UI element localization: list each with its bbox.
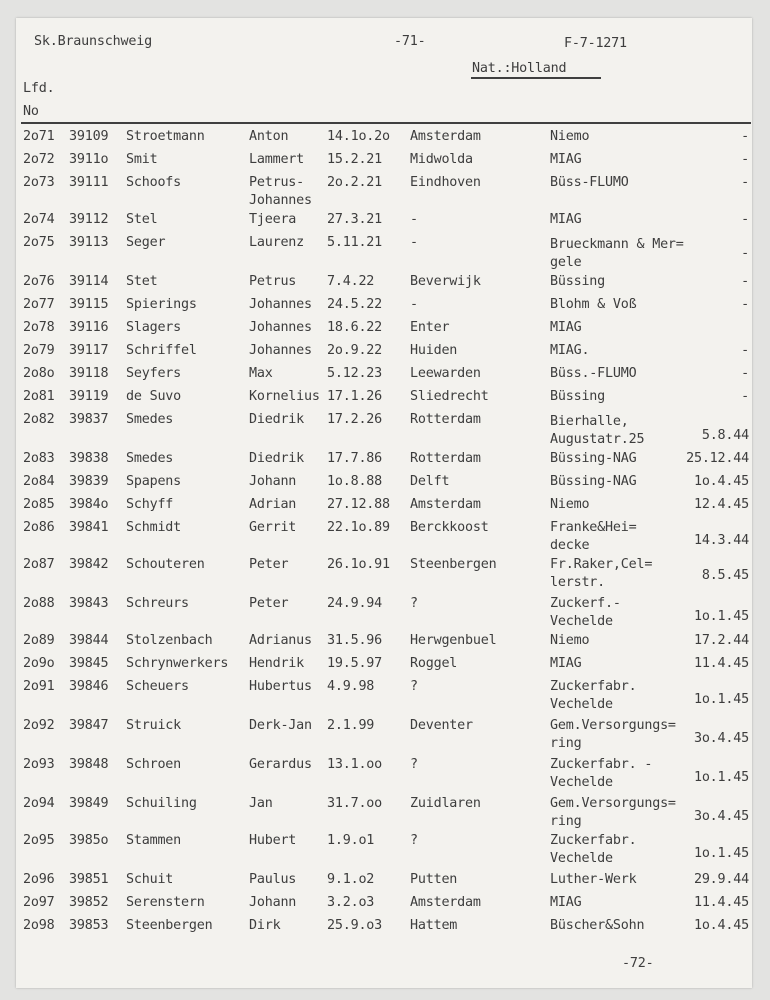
birth-date: 13.1.oo (327, 757, 383, 772)
end-date: 5.8.44 (701, 428, 749, 443)
end-date: - (741, 389, 749, 404)
birth-date: 22.1o.89 (327, 520, 390, 535)
end-date: 1o.1.45 (693, 692, 749, 707)
employer: MIAG (550, 212, 582, 227)
next-page-number: -72- (622, 956, 654, 971)
birth-place: Eindhoven (410, 175, 481, 190)
lfd-number: 2o81 (23, 389, 55, 404)
employer: Büss-FLUMO (550, 175, 629, 190)
birth-place: ? (410, 596, 418, 611)
birth-place: Putten (410, 872, 458, 887)
record-number: 39841 (69, 520, 109, 535)
record-number: 39111 (69, 175, 109, 190)
record-number: 39851 (69, 872, 109, 887)
birth-place: Amsterdam (410, 497, 481, 512)
lfd-number: 2o72 (23, 152, 55, 167)
lfd-number: 2o82 (23, 412, 55, 427)
birth-date: 1o.8.88 (327, 474, 383, 489)
surname: Schreurs (126, 596, 189, 611)
birth-place: Rotterdam (410, 451, 481, 466)
employer: Zuckerf.- Vechelde (550, 596, 621, 629)
end-date: - (741, 152, 749, 167)
end-date: - (741, 175, 749, 190)
employer: MIAG (550, 656, 582, 671)
record-number: 39847 (69, 718, 109, 733)
birth-place: Hattem (410, 918, 458, 933)
birth-date: 24.9.94 (327, 596, 383, 611)
employer: Niemo (550, 497, 590, 512)
surname: Schroen (126, 757, 182, 772)
end-date: 8.5.45 (701, 568, 749, 583)
surname: Smit (126, 152, 158, 167)
table-row (16, 795, 752, 835)
record-number: 39112 (69, 212, 109, 227)
end-date: 12.4.45 (693, 497, 749, 512)
end-date: 14.3.44 (693, 533, 749, 548)
first-name: Diedrik (249, 451, 305, 466)
office-header: Sk.Braunschweig (34, 34, 152, 49)
end-date: 17.2.44 (693, 633, 749, 648)
table-row (16, 917, 752, 957)
reference-code: F-7-1271 (564, 36, 627, 51)
birth-date: 18.6.22 (327, 320, 383, 335)
surname: Schuiling (126, 796, 197, 811)
first-name: Hendrik (249, 656, 305, 671)
first-name: Hubertus (249, 679, 312, 694)
surname: Schriffel (126, 343, 197, 358)
employer: Zuckerfabr. Vechelde (550, 833, 637, 866)
employer: Niemo (550, 633, 590, 648)
first-name: Johann (249, 474, 297, 489)
lfd-number: 2o88 (23, 596, 55, 611)
birth-date: 31.5.96 (327, 633, 383, 648)
birth-place: - (410, 297, 418, 312)
birth-place: - (410, 235, 418, 250)
employer: Fr.Raker,Cel= lerstr. (550, 557, 653, 590)
birth-place: ? (410, 679, 418, 694)
record-number: 39113 (69, 235, 109, 250)
birth-place: Deventer (410, 718, 473, 733)
surname: Stammen (126, 833, 182, 848)
first-name: Anton (249, 129, 289, 144)
birth-date: 19.5.97 (327, 656, 383, 671)
birth-place: Rotterdam (410, 412, 481, 427)
end-date: - (741, 129, 749, 144)
surname: Stel (126, 212, 158, 227)
birth-date: 3.2.o3 (327, 895, 375, 910)
nationality-label: Nat.:Holland (472, 61, 567, 76)
record-number: 39842 (69, 557, 109, 572)
nationality-underline (471, 77, 601, 79)
lfd-number: 2o98 (23, 918, 55, 933)
employer: Büssing-NAG (550, 451, 637, 466)
employer: Luther-Werk (550, 872, 637, 887)
record-number: 39116 (69, 320, 109, 335)
first-name: Johannes (249, 343, 312, 358)
birth-place: Roggel (410, 656, 458, 671)
end-date: 1o.1.45 (693, 609, 749, 624)
surname: de Suvo (126, 389, 182, 404)
lfd-number: 2o78 (23, 320, 55, 335)
birth-date: 2.1.99 (327, 718, 375, 733)
column-header-no: No (23, 104, 39, 119)
table-row (16, 411, 752, 451)
lfd-number: 2o75 (23, 235, 55, 250)
birth-date: 25.9.o3 (327, 918, 383, 933)
birth-place: Zuidlaren (410, 796, 481, 811)
employer: Büscher&Sohn (550, 918, 645, 933)
birth-place: Amsterdam (410, 129, 481, 144)
employer: Gem.Versorgungs= ring (550, 796, 676, 829)
lfd-number: 2o84 (23, 474, 55, 489)
birth-date: 7.4.22 (327, 274, 375, 289)
lfd-number: 2o76 (23, 274, 55, 289)
surname: Schuit (126, 872, 174, 887)
employer: MIAG (550, 152, 582, 167)
table-row (16, 556, 752, 596)
surname: Schouteren (126, 557, 205, 572)
employer: Büss.-FLUMO (550, 366, 637, 381)
surname: Struick (126, 718, 182, 733)
header-rule (21, 122, 751, 124)
table-row (16, 519, 752, 559)
document-page (16, 18, 752, 988)
birth-date: 4.9.98 (327, 679, 375, 694)
record-number: 3984o (69, 497, 109, 512)
birth-date: 5.11.21 (327, 235, 383, 250)
lfd-number: 2o94 (23, 796, 55, 811)
employer: Zuckerfabr. Vechelde (550, 679, 637, 712)
page-number: -71- (394, 34, 426, 49)
employer: Franke&Hei= decke (550, 520, 637, 553)
birth-date: 5.12.23 (327, 366, 383, 381)
first-name: Petrus (249, 274, 297, 289)
birth-place: Huiden (410, 343, 458, 358)
lfd-number: 2o95 (23, 833, 55, 848)
birth-date: 17.1.26 (327, 389, 383, 404)
table-row (16, 678, 752, 718)
lfd-number: 2o89 (23, 633, 55, 648)
first-name: Johannes (249, 297, 312, 312)
employer: Niemo (550, 129, 590, 144)
employer: Büssing-NAG (550, 474, 637, 489)
record-number: 39115 (69, 297, 109, 312)
first-name: Hubert (249, 833, 297, 848)
lfd-number: 2o79 (23, 343, 55, 358)
record-number: 39853 (69, 918, 109, 933)
birth-date: 17.7.86 (327, 451, 383, 466)
table-row (16, 832, 752, 872)
end-date: 1o.1.45 (693, 846, 749, 861)
birth-date: 9.1.o2 (327, 872, 375, 887)
employer: Büssing (550, 274, 606, 289)
surname: Schrynwerkers (126, 656, 229, 671)
record-number: 39114 (69, 274, 109, 289)
birth-date: 31.7.oo (327, 796, 383, 811)
employer: Brueckmann & Mer= gele (550, 237, 684, 270)
birth-place: Leewarden (410, 366, 481, 381)
end-date: 11.4.45 (693, 656, 749, 671)
record-number: 39839 (69, 474, 109, 489)
birth-place: Delft (410, 474, 450, 489)
lfd-number: 2o96 (23, 872, 55, 887)
end-date: 3o.4.45 (693, 731, 749, 746)
birth-place: Beverwijk (410, 274, 481, 289)
birth-place: ? (410, 833, 418, 848)
surname: Schyff (126, 497, 174, 512)
surname: Stet (126, 274, 158, 289)
birth-place: Berckkoost (410, 520, 489, 535)
employer: Gem.Versorgungs= ring (550, 718, 676, 751)
birth-date: 27.3.21 (327, 212, 383, 227)
surname: Seyfers (126, 366, 182, 381)
lfd-number: 2o9o (23, 656, 55, 671)
employer: MIAG. (550, 343, 590, 358)
employer: Büssing (550, 389, 606, 404)
end-date: 3o.4.45 (693, 809, 749, 824)
end-date: - (741, 274, 749, 289)
birth-place: Midwolda (410, 152, 473, 167)
end-date: 29.9.44 (693, 872, 749, 887)
first-name: Adrianus (249, 633, 312, 648)
table-row (16, 756, 752, 796)
column-header-lfd: Lfd. (23, 81, 55, 96)
surname: Scheuers (126, 679, 189, 694)
first-name: Peter (249, 557, 289, 572)
first-name: Tjeera (249, 212, 297, 227)
first-name: Gerrit (249, 520, 297, 535)
surname: Seger (126, 235, 166, 250)
end-date: - (741, 343, 749, 358)
birth-place: Enter (410, 320, 450, 335)
surname: Serenstern (126, 895, 205, 910)
record-number: 39843 (69, 596, 109, 611)
birth-place: - (410, 212, 418, 227)
surname: Steenbergen (126, 918, 213, 933)
record-number: 39119 (69, 389, 109, 404)
table-row (16, 174, 752, 214)
surname: Stolzenbach (126, 633, 213, 648)
table-row (16, 234, 752, 274)
birth-date: 2o.2.21 (327, 175, 383, 190)
birth-place: Steenbergen (410, 557, 497, 572)
record-number: 39852 (69, 895, 109, 910)
lfd-number: 2o91 (23, 679, 55, 694)
birth-date: 2o.9.22 (327, 343, 383, 358)
surname: Stroetmann (126, 129, 205, 144)
first-name: Jan (249, 796, 273, 811)
lfd-number: 2o92 (23, 718, 55, 733)
birth-date: 15.2.21 (327, 152, 383, 167)
birth-place: Sliedrecht (410, 389, 489, 404)
record-number: 39109 (69, 129, 109, 144)
first-name: Diedrik (249, 412, 305, 427)
lfd-number: 2o83 (23, 451, 55, 466)
end-date: 11.4.45 (693, 895, 749, 910)
record-number: 39844 (69, 633, 109, 648)
lfd-number: 2o77 (23, 297, 55, 312)
lfd-number: 2o74 (23, 212, 55, 227)
first-name: Laurenz (249, 235, 305, 250)
birth-date: 24.5.22 (327, 297, 383, 312)
surname: Schmidt (126, 520, 182, 535)
first-name: Dirk (249, 918, 281, 933)
first-name: Johann (249, 895, 297, 910)
record-number: 3911o (69, 152, 109, 167)
end-date: - (741, 366, 749, 381)
end-date: 1o.1.45 (693, 770, 749, 785)
lfd-number: 2o73 (23, 175, 55, 190)
surname: Schoofs (126, 175, 182, 190)
birth-place: Amsterdam (410, 895, 481, 910)
table-row (16, 717, 752, 757)
end-date: - (741, 212, 749, 227)
first-name: Gerardus (249, 757, 312, 772)
first-name: Derk-Jan (249, 718, 312, 733)
record-number: 39846 (69, 679, 109, 694)
lfd-number: 2o85 (23, 497, 55, 512)
employer: MIAG (550, 895, 582, 910)
end-date: - (741, 297, 749, 312)
employer: Blohm & Voß (550, 297, 637, 312)
birth-date: 1.9.o1 (327, 833, 375, 848)
first-name: Max (249, 366, 273, 381)
first-name: Lammert (249, 152, 305, 167)
record-number: 39848 (69, 757, 109, 772)
birth-place: Herwgenbuel (410, 633, 497, 648)
lfd-number: 2o86 (23, 520, 55, 535)
record-number: 39845 (69, 656, 109, 671)
surname: Spierings (126, 297, 197, 312)
employer: MIAG (550, 320, 582, 335)
lfd-number: 2o8o (23, 366, 55, 381)
record-number: 39838 (69, 451, 109, 466)
birth-date: 17.2.26 (327, 412, 383, 427)
record-number: 39117 (69, 343, 109, 358)
birth-date: 14.1o.2o (327, 129, 390, 144)
record-number: 39118 (69, 366, 109, 381)
first-name: Johannes (249, 320, 312, 335)
end-date: 1o.4.45 (693, 474, 749, 489)
record-number: 39849 (69, 796, 109, 811)
surname: Spapens (126, 474, 182, 489)
first-name: Paulus (249, 872, 297, 887)
birth-place: ? (410, 757, 418, 772)
employer: Zuckerfabr. - Vechelde (550, 757, 653, 790)
lfd-number: 2o71 (23, 129, 55, 144)
table-row (16, 595, 752, 635)
end-date: 25.12.44 (686, 451, 749, 466)
lfd-number: 2o87 (23, 557, 55, 572)
surname: Smedes (126, 412, 174, 427)
end-date: - (741, 246, 749, 261)
first-name: Petrus- Johannes (249, 175, 312, 208)
first-name: Adrian (249, 497, 297, 512)
employer: Bierhalle, Augustatr.25 (550, 414, 645, 447)
end-date: 1o.4.45 (693, 918, 749, 933)
surname: Smedes (126, 451, 174, 466)
record-number: 3985o (69, 833, 109, 848)
birth-date: 26.1o.91 (327, 557, 390, 572)
first-name: Kornelius (249, 389, 320, 404)
lfd-number: 2o93 (23, 757, 55, 772)
surname: Slagers (126, 320, 182, 335)
lfd-number: 2o97 (23, 895, 55, 910)
record-number: 39837 (69, 412, 109, 427)
first-name: Peter (249, 596, 289, 611)
birth-date: 27.12.88 (327, 497, 390, 512)
